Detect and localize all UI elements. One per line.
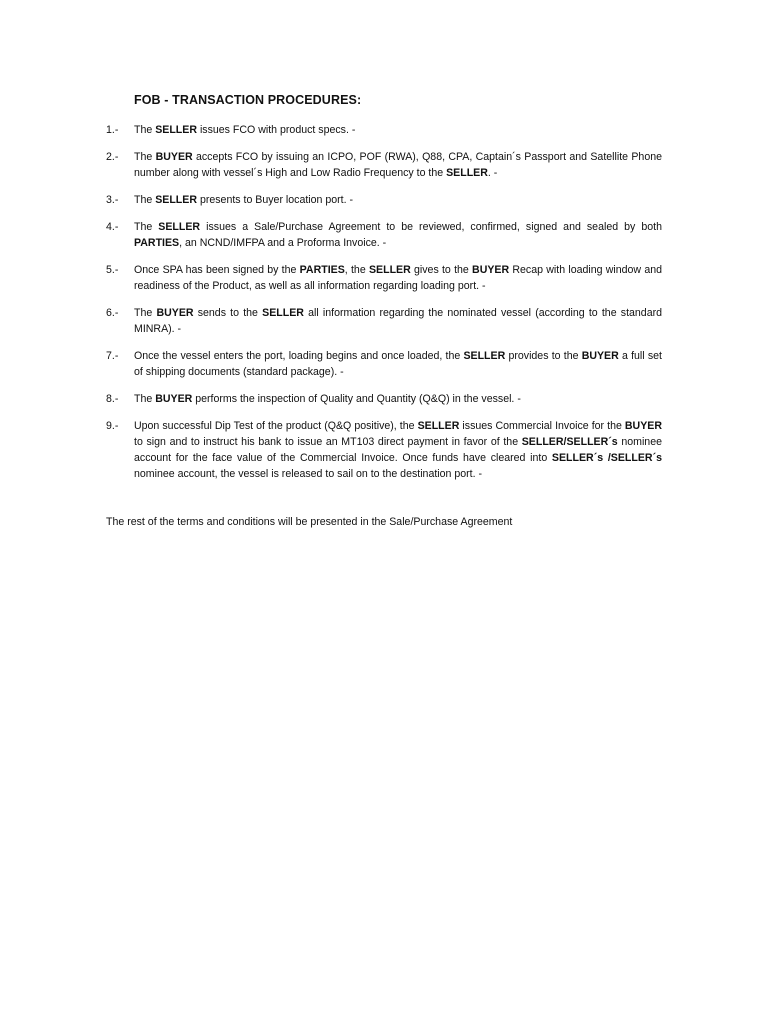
party-term: SELLER/SELLER´s	[521, 436, 618, 448]
step-text-segment: , the	[344, 264, 369, 276]
step-text-segment: sends to the	[193, 307, 263, 319]
party-term: BUYER	[472, 264, 510, 276]
procedure-step	[106, 348, 662, 380]
step-text-segment: nominee account for the face value of the Commercial Invoice. Once funds have cleared into	[134, 436, 662, 464]
step-text-segment: Upon successful Dip Test of the product (Q&Q positive), the	[134, 420, 418, 432]
procedure-step	[106, 391, 662, 407]
step-text-segment: all information regarding the nominated vessel (according to the standard MINRA). -	[134, 307, 663, 335]
party-term: SELLER	[262, 307, 304, 319]
step-text-segment: , an NCND/IMFPA and a Proforma Invoice. -	[179, 237, 387, 249]
step-text	[134, 305, 662, 337]
procedure-step	[106, 418, 662, 482]
step-text-segment: issues a Sale/Purchase Agreement to be reviewed, confirmed, signed and sealed by both	[200, 221, 662, 233]
party-term: PARTIES	[299, 264, 345, 276]
step-text-segment: The	[134, 151, 156, 163]
party-term: SELLER	[463, 350, 506, 362]
step-number: 6.-	[106, 307, 119, 319]
step-text	[134, 192, 662, 208]
procedure-step	[106, 305, 662, 337]
step-text	[134, 418, 662, 482]
closing-note: The rest of the terms and conditions will be presented in the Sale/Purchase Agreement	[106, 516, 513, 528]
step-text-segment: to sign and to instruct his bank to issue an MT103 direct payment in favor of the	[134, 436, 522, 448]
step-text	[134, 122, 662, 138]
step-text-segment: The	[134, 307, 157, 319]
party-term: BUYER	[581, 350, 619, 362]
party-term: BUYER	[155, 151, 193, 163]
step-text-segment: The	[134, 221, 159, 233]
step-text-segment: The	[134, 124, 156, 136]
procedure-step	[106, 262, 662, 294]
procedure-step	[106, 122, 662, 138]
step-text-segment: accepts FCO by issuing an ICPO, POF (RWA), Q88, CPA, Captain´s Passport and Satellite Phone number along with vessel´s High and Low Radio Frequency to the	[134, 151, 663, 179]
step-number: 7.-	[106, 350, 119, 362]
step-text	[134, 149, 662, 181]
step-text	[134, 219, 662, 251]
step-number: 5.-	[106, 264, 119, 276]
step-text-segment: Once the vessel enters the port, loading begins and once loaded, the	[134, 350, 464, 362]
party-term: SELLER	[155, 194, 197, 206]
step-text-segment: a full set of shipping documents (standard package). -	[134, 350, 662, 378]
party-term: SELLER	[155, 124, 197, 136]
step-text-segment: The	[134, 393, 156, 405]
step-number: 4.-	[106, 221, 119, 233]
step-text-segment: . -	[487, 167, 498, 179]
party-term: SELLER	[446, 167, 488, 179]
party-term: SELLER	[417, 420, 460, 432]
step-number: 9.-	[106, 420, 119, 432]
party-term: BUYER	[155, 393, 193, 405]
step-text-segment: presents to Buyer location port. -	[197, 194, 354, 206]
step-text-segment: issues Commercial Invoice for the	[459, 420, 625, 432]
step-text	[134, 391, 662, 407]
step-text-segment: nominee account, the vessel is released to sail on to the destination port. -	[134, 468, 483, 480]
procedure-step	[106, 149, 662, 181]
step-text-segment: provides to the	[505, 350, 582, 362]
procedure-list	[106, 122, 662, 493]
document-title: FOB - TRANSACTION PROCEDURES:	[134, 93, 362, 107]
step-number: 3.-	[106, 194, 119, 206]
step-number: 8.-	[106, 393, 119, 405]
step-number: 1.-	[106, 124, 119, 136]
step-text-segment: Once SPA has been signed by the	[134, 264, 300, 276]
step-text	[134, 262, 662, 294]
party-term: PARTIES	[134, 237, 180, 249]
step-text-segment: performs the inspection of Quality and Quantity (Q&Q) in the vessel. -	[192, 393, 521, 405]
party-term: BUYER	[624, 420, 662, 432]
procedure-step	[106, 192, 662, 208]
step-number: 2.-	[106, 151, 119, 163]
step-text-segment: gives to the	[410, 264, 473, 276]
step-text-segment: The	[134, 194, 156, 206]
party-term: SELLER	[158, 221, 201, 233]
party-term: BUYER	[156, 307, 194, 319]
step-text	[134, 348, 662, 380]
step-text-segment: Recap with loading window and readiness of the Product, as well as all information regarding loading port. -	[134, 264, 662, 292]
step-text-segment: issues FCO with product specs. -	[197, 124, 356, 136]
party-term: SELLER´s /SELLER´s	[551, 452, 662, 464]
procedure-step	[106, 219, 662, 251]
party-term: SELLER	[368, 264, 411, 276]
